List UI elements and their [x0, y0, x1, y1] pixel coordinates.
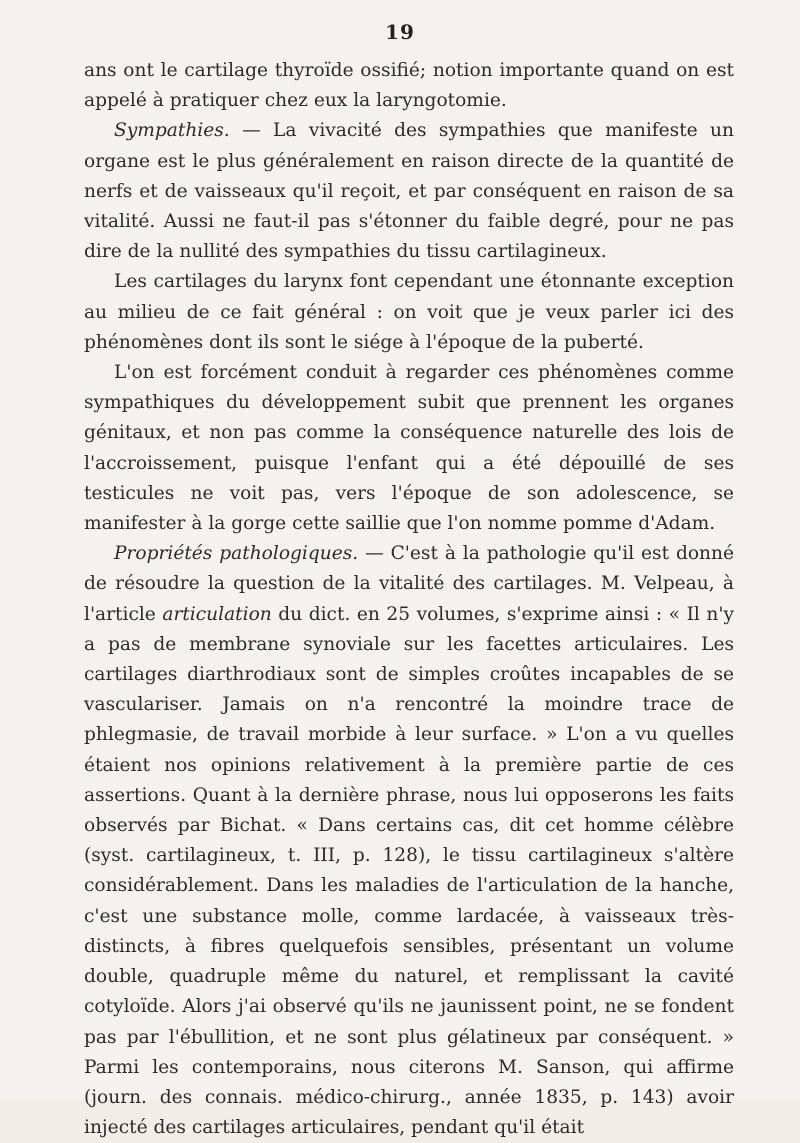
section-heading-pathology: Propriétés pathologiques. — [114, 543, 359, 565]
paragraph-larynx — [84, 267, 734, 358]
paragraph-sympathies — [84, 116, 734, 267]
paragraph-text: du dict. en 25 volumes, s'exprime ainsi : « Il n'y a pas de membrane synoviale sur les facettes articulaires. Les cartilages diarthrodiaux sont de simples croûtes incapables de se vasculariser. Jamais on n'a rencontré la moindre trace de phlegmasie, de travail morbide à leur surface. » L'on a vu quelles étaient nos opinions relativement à la première partie de ces assertions. Quant à la dernière phrase, nous lui opposerons les faits observés par Bichat. « Dans certains cas, dit cet homme célèbre (syst. cartilagineux, t. III, p. 128), le tissu cartilagineux s'altère considérablement. Dans les maladies de l'articulation de la hanche, c'est une substance molle, comme lardacée, à vaisseaux très-distincts, à fibres quelquefois sensibles, présentant un volume double, quadruple même du naturel, et remplissant la cavité cotyloïde. Alors j'ai observé qu'ils ne jaunissent point, ne se fondent pas par l'ébullition, et ne sont plus gélatineux par conséquent. » Parmi les contemporains, nous citerons M. Sanson, qui affirme (journ. des connais. médico-chirurg., année 1835, p. 143) avoir injecté des cartilages articulaires, pendant qu'il était — [84, 603, 735, 1139]
paragraph-text: ans ont le cartilage thyroïde ossifié; notion importante quand on est appelé à pratiquer chez eux la laryngotomie. — [84, 60, 734, 112]
body-text — [84, 56, 734, 1143]
italic-term: articulation — [162, 603, 272, 625]
paragraph-text: L'on est forcément conduit à regarder ces phénomènes comme sympathiques du développement subit que prennent les organes génitaux, et non pas comme la conséquence naturelle des lois de l'accroissement, puisque l'enfant qui a été dépouillé de ses testicules ne voit pas, vers l'époque de son adolescence, se manifester à la gorge cette saillie que l'on nomme pomme d'Adam. — [84, 362, 734, 535]
paragraph-text: — C'est à la pathologie qu'il est donné de résoudre la question de la vitalité des cartilages. M. Velpeau, à l'article — [84, 543, 734, 625]
paragraph-pathology — [84, 539, 734, 1143]
paragraph-text: Les cartilages du larynx font cependant une étonnante exception au milieu de ce fait général : on voit que je veux parler ici des phénomènes dont ils sont le siége à l'époque de la puberté. — [84, 271, 734, 353]
paragraph-puberty — [84, 358, 734, 539]
section-heading-sympathies: Sympathies. — [114, 120, 230, 142]
paragraph-continuation — [84, 56, 734, 116]
page-number: 19 — [385, 20, 415, 44]
paragraph-text: — La vivacité des sympathies que manifeste un organe est le plus généralement en raison directe de la quantité de nerfs et de vaisseaux qu'il reçoit, et par conséquent en raison de sa vitalité. Aussi ne faut-il pas s'étonner du faible degré, pour ne pas dire de la nullité des sympathies du tissu cartilagineux. — [84, 120, 734, 263]
